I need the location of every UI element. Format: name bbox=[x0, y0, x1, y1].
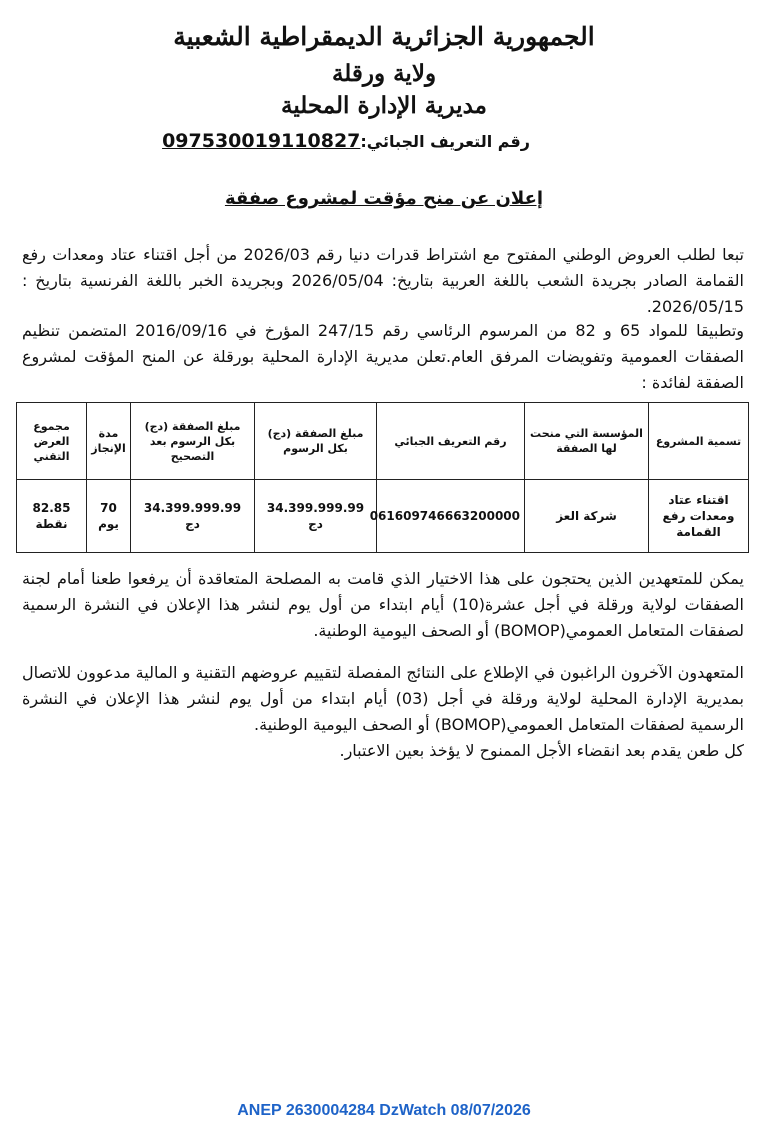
paragraph-tender: تبعا لطلب العروض الوطني المفتوح مع اشتراط قدرات دنيا رقم 2026/03 من أجل اقتناء عتاد ومعدات رفع القمامة الصادر بجريدة الشعب باللغة العربية بتاريخ: 2026/05/04 وبجريدة الخبر باللغة الفرنسية بتاريخ : 2026/05/15. bbox=[22, 245, 744, 316]
header-duration: مدة الإنجاز bbox=[87, 403, 131, 480]
award-table bbox=[16, 402, 749, 553]
header-tax-id: رقم التعريف الجبائي bbox=[377, 403, 525, 480]
cell-amount-corrected: 34.399.999.99 دج bbox=[131, 480, 255, 553]
header-score: مجموع العرض التقني bbox=[17, 403, 87, 480]
cell-score: 82.85 نقطة bbox=[17, 480, 87, 553]
header-institution: المؤسسة التي منحت لها الصفقة bbox=[525, 403, 649, 480]
cell-project: اقتناء عتاد ومعدات رفع القمامة bbox=[649, 480, 749, 553]
announcement-title bbox=[0, 188, 768, 209]
header-republic: الجمهورية الجزائرية الديمقراطية الشعبية bbox=[173, 22, 595, 51]
paragraph-other-bidders: المتعهدون الآخرون الراغبون في الإطلاع على النتائج المفصلة لتقييم عروضهم التقنية و المالية مدعوون للاتصال بمديرية الإدارة المحلية لولاية ورقلة في أجل (03) أيام ابتداء من أول يوم لنشر هذا الإعلان في النشرة الرسمية لصفقات المتعامل العمومي(BOMOP) أو الصحف اليومية الوطنية. bbox=[22, 663, 744, 734]
footer-reference: ANEP 2630004284 DzWatch 08/07/2026 bbox=[237, 1102, 531, 1119]
cell-amount: 34.399.999.99 دج bbox=[255, 480, 377, 553]
header-project: تسمية المشروع bbox=[649, 403, 749, 480]
cell-tax-id: 061609746663200000 bbox=[377, 480, 525, 553]
cell-institution: شركة العز bbox=[525, 480, 649, 553]
header-amount: مبلغ الصفقة (دج) بكل الرسوم bbox=[255, 403, 377, 480]
cell-duration: 70 يوم bbox=[87, 480, 131, 553]
tax-id-number: 097530019110827 bbox=[162, 130, 361, 152]
tax-id-line bbox=[162, 130, 530, 152]
late-appeals-text: كل طعن يقدم بعد انقضاء الأجل الممنوح لا يؤخذ بعين الاعتبار. bbox=[339, 741, 744, 760]
tax-id-label: رقم التعريف الجبائي: bbox=[360, 132, 530, 151]
announcement-title-text: إعلان عن منح مؤقت لمشروع صفقة bbox=[224, 188, 544, 209]
header-wilaya: ولاية ورقلة bbox=[331, 60, 437, 87]
header-directorate: مديرية الإدارة المحلية bbox=[281, 92, 487, 119]
paragraph-late-appeals bbox=[22, 738, 744, 764]
header-amount-corrected: مبلغ الصفقة (دج) بكل الرسوم بعد التصحيح bbox=[131, 403, 255, 480]
table-header-row bbox=[17, 403, 749, 480]
paragraph-appeal: يمكن للمتعهدين الذين يحتجون على هذا الاختيار الذي قامت به المصلحة المتعاقدة أن يرفعوا طعنا أمام لجنة الصفقات لولاية ورقلة في أجل عشرة(10) أيام ابتداء من أول يوم لنشر هذا الإعلان في النشرة الرسمية لصفقات المتعامل العمومي(BOMOP) أو الصحف اليومية الوطنية. bbox=[22, 569, 744, 640]
table-row bbox=[17, 480, 749, 553]
paragraph-decree: وتطبيقا للمواد 65 و 82 من المرسوم الرئاسي رقم 247/15 المؤرخ في 2016/09/16 المتضمن تنظيم الصفقات العمومية وتفويضات المرفق العام.تعلن مديرية الإدارة المحلية بورقلة عن المنح المؤقت لمشروع الصفقة لفائدة : bbox=[22, 321, 744, 392]
